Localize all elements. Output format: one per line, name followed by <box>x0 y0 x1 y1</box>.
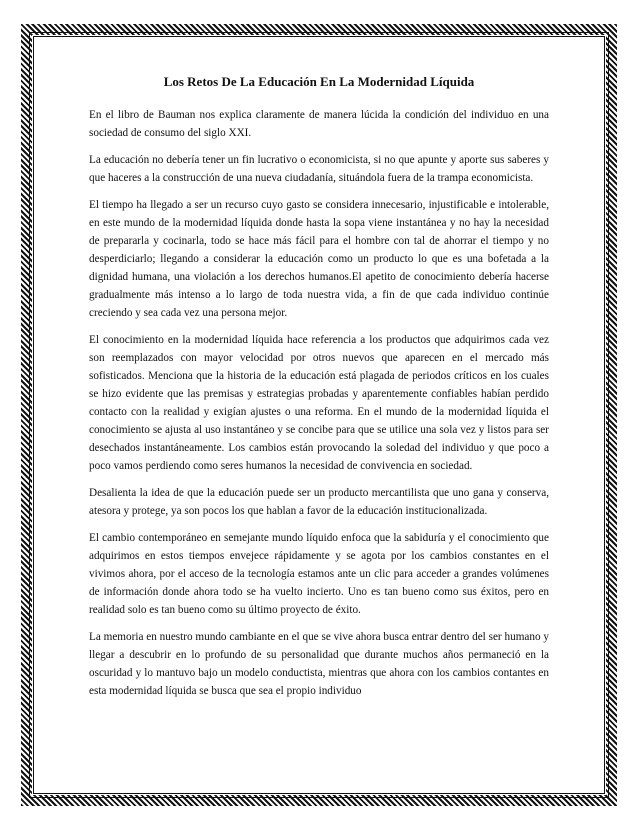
document-title: Los Retos De La Educación En La Modernidad Líquida <box>163 74 475 89</box>
document-body <box>89 74 549 709</box>
paragraph-7: La memoria en nuestro mundo cambiante en el que se vive ahora busca entrar dentro del ser humano y llegar a descubrir en lo profundo de su personalidad que durante muchos años permaneció en la oscuridad y lo mantuvo bajo un modelo conductista, mientras que ahora con los cambios contantes en esta modernidad líquida se busca que sea el propio individuo <box>89 631 549 697</box>
paragraph-1: En el libro de Bauman nos explica claramente de manera lúcida la condición del individuo en una sociedad de consumo del siglo XXI. <box>89 109 549 139</box>
paragraph-3: El tiempo ha llegado a ser un recurso cuyo gasto se considera innecesario, injustificable e intolerable, en este mundo de la modernidad líquida donde hasta la sopa viene instantánea y no hay la necesidad de prepararla y cocinarla, todo se hace más fácil para el hombre con tal de ahorrar el tiempo y no desperdiciarlo; llegando a considerar la educación como un producto lo que es una bofetada a la dignidad humana, una violación a los derechos humanos.El apetito de conocimiento debería hacerse gradualmente más intenso a lo largo de toda nuestra vida, a fin de que cada individuo continúe creciendo y sea cada vez una persona mejor. <box>89 199 549 319</box>
paragraph-4: El conocimiento en la modernidad líquida hace referencia a los productos que adquirimos cada vez son reemplazados con mayor velocidad por otros nuevos que aparecen en el mercado más sofisticados. Menciona que la historia de la educación está plagada de periodos críticos en los cuales se hizo evidente que las premisas y estrategias probadas y aparentemente confiables habían perdido contacto con la realidad y exigían ajustes o una reforma. En el mundo de la modernidad líquida el conocimiento se ajusta al uso instantáneo y se concibe para que se utilice una sola vez y listos para ser desechados instantáneamente. Los cambios están provocando la soledad del individuo y que poco a poco vamos perdiendo como seres humanos la necesidad de convivencia en sociedad. <box>89 334 549 472</box>
paragraph-5: Desalienta la idea de que la educación puede ser un producto mercantilista que uno gana y conserva, atesora y protege, ya son pocos los que hablan a favor de la educación institucionalizada. <box>89 487 549 517</box>
paragraph-6: El cambio contemporáneo en semejante mundo líquido enfoca que la sabiduría y el conocimiento que adquirimos en estos tiempos envejece rápidamente y se agota por los cambios constantes en el vivimos ahora, por el acceso de la tecnología estamos ante un clic para acceder a grandes volúmenes de información donde ahora todo se ha vuelto incierto. Uno es tan bueno como sus éxitos, pero en realidad solo es tan bueno como su último proyecto de éxito. <box>89 532 549 616</box>
paragraph-2: La educación no debería tener un fin lucrativo o economicista, si no que apunte y aporte sus saberes y que haceres a la construcción de una nueva ciudadanía, situándola fuera de la trampa economicista. <box>89 154 549 184</box>
